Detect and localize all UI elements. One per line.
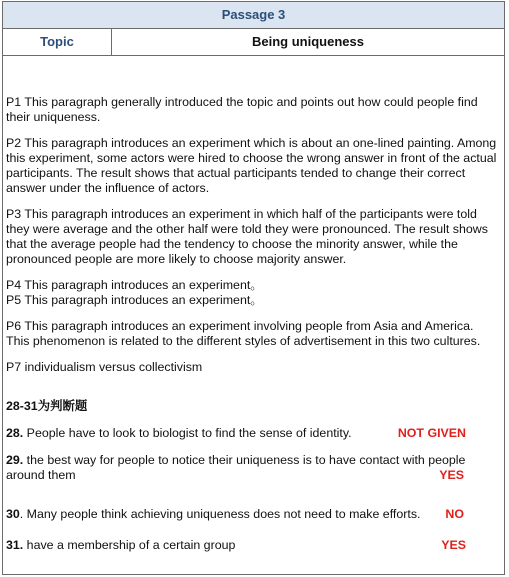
question-number: 29. <box>6 453 24 467</box>
question-30 <box>6 507 500 522</box>
question-text: the best way for people to notice their uniqueness is to have contact with people around them <box>6 453 466 482</box>
answer-badge: YES <box>439 468 464 482</box>
content-body <box>3 56 504 553</box>
question-text: People have to look to biologist to find the sense of identity. <box>23 426 352 440</box>
answer-badge: YES <box>441 538 466 552</box>
question-29 <box>6 453 500 483</box>
answer-sheet <box>2 1 505 575</box>
passage-title: Passage 3 <box>3 2 504 29</box>
paragraph-p6: P6 This paragraph introduces an experiment involving people from Asia and America. This phenomenon is related to the different styles of advertisement in this two cultures. <box>6 319 481 348</box>
question-number: 31. <box>6 538 24 552</box>
paragraph-p4: P4 This paragraph introduces an experiment。 <box>6 278 263 292</box>
answer-badge: NO <box>445 507 464 521</box>
topic-label: Topic <box>3 29 112 55</box>
paragraph-p2: P2 This paragraph introduces an experiment which is about an one-lined painting. Among this experiment, some actors were hired to choose the wrong answer in front of the actual participants. The result shows that actual participants tended to change their correct answer under the influence of actors. <box>6 136 497 195</box>
question-number: 28. <box>6 426 24 440</box>
question-number: 30 <box>6 507 20 521</box>
question-31 <box>6 538 500 553</box>
paragraph-p5: P5 This paragraph introduces an experiment。 <box>6 293 263 307</box>
topic-row <box>3 29 504 56</box>
question-text: . Many people think achieving uniqueness does not need to make efforts. <box>19 507 421 521</box>
paragraph-p3: P3 This paragraph introduces an experiment in which half of the participants were told they were average and the other half were told they were pronounced. The result shows that the average people had the tendency to choose the minority answer, while the pronounced people are more likely to choose majority answer. <box>6 207 488 266</box>
answer-badge: NOT GIVEN <box>397 426 466 440</box>
paragraph-p1: P1 This paragraph generally introduced the topic and points out how could people find their uniqueness. <box>6 95 478 124</box>
topic-value: Being uniqueness <box>252 34 364 49</box>
question-text: have a membership of a certain group <box>23 538 236 552</box>
paragraph-p7: P7 individualism versus collectivism <box>6 360 203 374</box>
section-title: 28-31为判断题 <box>6 399 88 413</box>
question-28 <box>6 426 500 441</box>
